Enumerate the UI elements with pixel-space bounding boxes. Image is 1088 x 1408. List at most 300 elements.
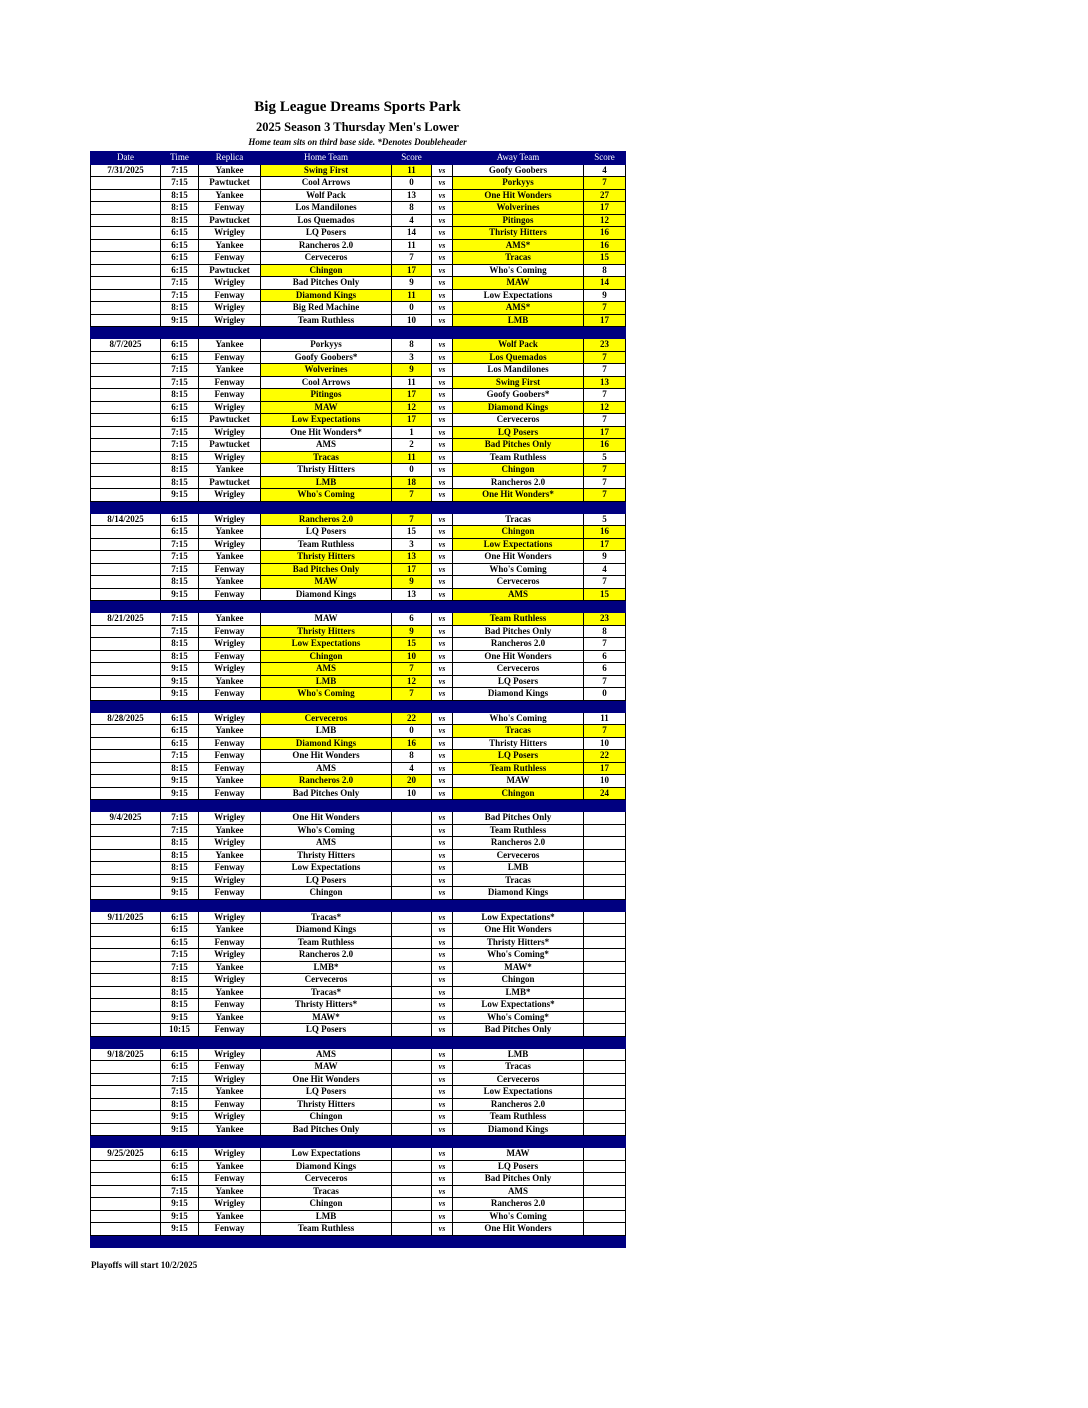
separator-cell — [199, 327, 261, 339]
home-score-cell — [392, 1098, 432, 1111]
replica-cell: Yankee — [199, 675, 261, 688]
date-cell: 8/28/2025 — [91, 712, 161, 725]
vs-cell: vs — [432, 824, 453, 837]
away-team-cell: Swing First — [453, 376, 584, 389]
time-cell: 8:15 — [161, 302, 199, 315]
home-team-cell: Cerveceros — [261, 1173, 392, 1186]
week-separator — [91, 501, 626, 513]
away-score-cell — [584, 1111, 626, 1124]
time-cell: 7:15 — [161, 538, 199, 551]
replica-cell: Wrigley — [199, 302, 261, 315]
away-team-cell: Bad Pitches Only — [453, 1024, 584, 1037]
separator-cell — [432, 800, 453, 812]
away-score-cell: 9 — [584, 551, 626, 564]
separator-cell — [584, 501, 626, 513]
date-cell — [91, 986, 161, 999]
time-cell: 8:15 — [161, 464, 199, 477]
time-cell: 8:15 — [161, 638, 199, 651]
home-score-cell: 16 — [392, 737, 432, 750]
separator-cell — [91, 1136, 161, 1148]
away-team-cell: Bad Pitches Only — [453, 1173, 584, 1186]
date-cell — [91, 588, 161, 601]
home-team-cell: Chingon — [261, 264, 392, 277]
home-team-cell: Team Ruthless — [261, 314, 392, 327]
time-cell: 6:15 — [161, 924, 199, 937]
replica-cell: Wrigley — [199, 1148, 261, 1161]
vs-cell: vs — [432, 426, 453, 439]
away-team-cell: Rancheros 2.0 — [453, 638, 584, 651]
time-cell: 7:15 — [161, 164, 199, 177]
replica-cell: Wrigley — [199, 451, 261, 464]
home-score-cell: 13 — [392, 189, 432, 202]
away-team-cell: MAW — [453, 277, 584, 290]
home-team-cell: One Hit Wonders* — [261, 426, 392, 439]
away-team-cell: Tracas — [453, 725, 584, 738]
home-score-cell — [392, 1024, 432, 1037]
table-row — [91, 1148, 626, 1161]
date-cell — [91, 1223, 161, 1236]
home-team-cell: Chingon — [261, 1111, 392, 1124]
time-cell: 8:15 — [161, 974, 199, 987]
away-team-cell: Bad Pitches Only — [453, 812, 584, 825]
date-cell — [91, 464, 161, 477]
date-cell — [91, 1086, 161, 1099]
separator-cell — [91, 1036, 161, 1048]
away-team-cell: Diamond Kings — [453, 887, 584, 900]
schedule-table — [90, 151, 626, 1248]
vs-cell: vs — [432, 551, 453, 564]
replica-cell: Wrigley — [199, 401, 261, 414]
table-row — [91, 725, 626, 738]
away-score-cell: 7 — [584, 302, 626, 315]
home-team-cell: Thristy Hitters — [261, 551, 392, 564]
page-title: Big League Dreams Sports Park — [254, 99, 461, 115]
away-score-cell — [584, 1198, 626, 1211]
time-cell: 10:15 — [161, 1024, 199, 1037]
home-team-cell: MAW — [261, 1061, 392, 1074]
away-team-cell: Los Mandilones — [453, 364, 584, 377]
vs-cell: vs — [432, 1123, 453, 1136]
time-cell: 8:15 — [161, 650, 199, 663]
home-score-cell: 11 — [392, 289, 432, 302]
separator-cell — [91, 327, 161, 339]
away-team-cell: Rancheros 2.0 — [453, 1098, 584, 1111]
home-team-cell: Diamond Kings — [261, 1160, 392, 1173]
table-row — [91, 476, 626, 489]
table-row — [91, 376, 626, 389]
date-cell — [91, 949, 161, 962]
replica-cell: Wrigley — [199, 1111, 261, 1124]
table-row — [91, 1123, 626, 1136]
home-score-cell — [392, 849, 432, 862]
away-team-cell: Low Expectations* — [453, 999, 584, 1012]
separator-cell — [453, 1036, 584, 1048]
table-row — [91, 1073, 626, 1086]
date-cell: 9/25/2025 — [91, 1148, 161, 1161]
home-score-cell: 7 — [392, 252, 432, 265]
table-row — [91, 986, 626, 999]
home-score-cell: 14 — [392, 227, 432, 240]
away-team-cell: Rancheros 2.0 — [453, 1198, 584, 1211]
away-score-cell — [584, 849, 626, 862]
separator-cell — [161, 800, 199, 812]
separator-cell — [161, 1036, 199, 1048]
home-team-cell: Cerveceros — [261, 712, 392, 725]
home-team-cell: Low Expectations — [261, 414, 392, 427]
time-cell: 6:15 — [161, 513, 199, 526]
away-team-cell: Diamond Kings — [453, 688, 584, 701]
date-cell — [91, 389, 161, 402]
col-header-replica: Replica — [199, 152, 261, 165]
home-team-cell: Diamond Kings — [261, 289, 392, 302]
home-score-cell — [392, 1111, 432, 1124]
table-row — [91, 936, 626, 949]
date-cell — [91, 1024, 161, 1037]
table-row — [91, 588, 626, 601]
date-cell — [91, 961, 161, 974]
away-score-cell — [584, 936, 626, 949]
home-team-cell: Chingon — [261, 650, 392, 663]
vs-cell: vs — [432, 787, 453, 800]
home-score-cell: 18 — [392, 476, 432, 489]
replica-cell: Yankee — [199, 526, 261, 539]
home-score-cell — [392, 1073, 432, 1086]
date-cell — [91, 1198, 161, 1211]
time-cell: 7:15 — [161, 812, 199, 825]
away-team-cell: LMB* — [453, 986, 584, 999]
home-team-cell: MAW — [261, 576, 392, 589]
vs-cell: vs — [432, 1061, 453, 1074]
home-score-cell: 12 — [392, 675, 432, 688]
table-row — [91, 787, 626, 800]
date-cell — [91, 1061, 161, 1074]
home-score-cell — [392, 1123, 432, 1136]
away-score-cell — [584, 1011, 626, 1024]
away-score-cell — [584, 1210, 626, 1223]
home-team-cell: One Hit Wonders — [261, 812, 392, 825]
date-cell — [91, 252, 161, 265]
away-score-cell — [584, 974, 626, 987]
away-score-cell: 11 — [584, 712, 626, 725]
home-score-cell: 11 — [392, 376, 432, 389]
away-score-cell — [584, 1223, 626, 1236]
date-cell — [91, 725, 161, 738]
away-team-cell: Who's Coming — [453, 264, 584, 277]
replica-cell: Yankee — [199, 364, 261, 377]
home-team-cell: Chingon — [261, 887, 392, 900]
away-score-cell: 16 — [584, 239, 626, 252]
time-cell: 7:15 — [161, 1185, 199, 1198]
home-team-cell: AMS — [261, 663, 392, 676]
table-row — [91, 974, 626, 987]
date-cell — [91, 177, 161, 190]
date-cell — [91, 214, 161, 227]
date-cell — [91, 426, 161, 439]
home-score-cell — [392, 837, 432, 850]
vs-cell: vs — [432, 538, 453, 551]
away-score-cell: 7 — [584, 638, 626, 651]
date-cell — [91, 787, 161, 800]
away-team-cell: Chingon — [453, 787, 584, 800]
vs-cell: vs — [432, 862, 453, 875]
away-team-cell: LQ Posers — [453, 675, 584, 688]
time-cell: 6:15 — [161, 1160, 199, 1173]
replica-cell: Yankee — [199, 1185, 261, 1198]
away-team-cell: Team Ruthless — [453, 762, 584, 775]
table-row — [91, 351, 626, 364]
home-team-cell: MAW — [261, 613, 392, 626]
separator-cell — [261, 601, 392, 613]
separator-cell — [199, 899, 261, 911]
away-team-cell: Porkyys — [453, 177, 584, 190]
home-team-cell: Thristy Hitters — [261, 1098, 392, 1111]
table-row — [91, 339, 626, 352]
home-score-cell: 8 — [392, 339, 432, 352]
vs-cell: vs — [432, 837, 453, 850]
separator-cell — [91, 700, 161, 712]
home-team-cell: Thristy Hitters — [261, 625, 392, 638]
away-team-cell: Cerveceros — [453, 414, 584, 427]
away-score-cell: 15 — [584, 588, 626, 601]
home-team-cell: Tracas — [261, 451, 392, 464]
away-team-cell: Who's Coming* — [453, 1011, 584, 1024]
away-team-cell: MAW* — [453, 961, 584, 974]
away-team-cell: LMB — [453, 862, 584, 875]
separator-cell — [199, 700, 261, 712]
vs-cell: vs — [432, 613, 453, 626]
home-score-cell — [392, 1086, 432, 1099]
home-score-cell: 17 — [392, 563, 432, 576]
time-cell: 7:15 — [161, 625, 199, 638]
separator-cell — [261, 501, 392, 513]
away-score-cell: 7 — [584, 675, 626, 688]
separator-cell — [91, 899, 161, 911]
time-cell: 8:15 — [161, 451, 199, 464]
separator-cell — [199, 1036, 261, 1048]
time-cell: 9:15 — [161, 489, 199, 502]
date-cell — [91, 663, 161, 676]
date-cell: 9/11/2025 — [91, 911, 161, 924]
time-cell: 8:15 — [161, 999, 199, 1012]
home-score-cell: 9 — [392, 277, 432, 290]
home-team-cell: Tracas* — [261, 986, 392, 999]
date-cell — [91, 837, 161, 850]
home-score-cell: 17 — [392, 389, 432, 402]
time-cell: 9:15 — [161, 874, 199, 887]
home-score-cell — [392, 986, 432, 999]
away-team-cell: One Hit Wonders — [453, 551, 584, 564]
away-team-cell: Tracas — [453, 252, 584, 265]
time-cell: 9:15 — [161, 775, 199, 788]
replica-cell: Fenway — [199, 563, 261, 576]
separator-cell — [432, 501, 453, 513]
replica-cell: Wrigley — [199, 277, 261, 290]
home-team-cell: Diamond Kings — [261, 924, 392, 937]
home-score-cell: 12 — [392, 401, 432, 414]
vs-cell: vs — [432, 625, 453, 638]
away-team-cell: Thristy Hitters — [453, 737, 584, 750]
replica-cell: Yankee — [199, 824, 261, 837]
away-score-cell — [584, 824, 626, 837]
away-team-cell: Team Ruthless — [453, 824, 584, 837]
away-score-cell — [584, 862, 626, 875]
table-row — [91, 1111, 626, 1124]
time-cell: 9:15 — [161, 675, 199, 688]
time-cell: 7:15 — [161, 1073, 199, 1086]
home-score-cell: 4 — [392, 214, 432, 227]
home-team-cell: LMB — [261, 476, 392, 489]
week-separator — [91, 700, 626, 712]
time-cell: 6:15 — [161, 1048, 199, 1061]
away-team-cell: One Hit Wonders — [453, 650, 584, 663]
home-score-cell: 10 — [392, 787, 432, 800]
vs-cell: vs — [432, 189, 453, 202]
replica-cell: Yankee — [199, 239, 261, 252]
table-row — [91, 750, 626, 763]
home-score-cell — [392, 1198, 432, 1211]
time-cell: 7:15 — [161, 426, 199, 439]
home-team-cell: Bad Pitches Only — [261, 787, 392, 800]
away-score-cell: 16 — [584, 227, 626, 240]
table-row — [91, 613, 626, 626]
replica-cell: Wrigley — [199, 227, 261, 240]
separator-cell — [91, 601, 161, 613]
separator-cell — [261, 1235, 392, 1247]
replica-cell: Pawtucket — [199, 177, 261, 190]
separator-cell — [584, 327, 626, 339]
home-score-cell: 9 — [392, 625, 432, 638]
replica-cell: Yankee — [199, 1123, 261, 1136]
home-team-cell: Bad Pitches Only — [261, 563, 392, 576]
vs-cell: vs — [432, 1148, 453, 1161]
away-score-cell — [584, 812, 626, 825]
replica-cell: Fenway — [199, 862, 261, 875]
week-separator — [91, 899, 626, 911]
away-team-cell: Who's Coming* — [453, 949, 584, 962]
away-team-cell: Goofy Goobers* — [453, 389, 584, 402]
separator-cell — [199, 501, 261, 513]
home-score-cell — [392, 961, 432, 974]
replica-cell: Yankee — [199, 849, 261, 862]
table-row — [91, 924, 626, 937]
away-score-cell: 7 — [584, 489, 626, 502]
table-row — [91, 551, 626, 564]
time-cell: 7:15 — [161, 364, 199, 377]
vs-cell: vs — [432, 414, 453, 427]
date-cell — [91, 1160, 161, 1173]
vs-cell: vs — [432, 339, 453, 352]
document-header — [90, 96, 625, 149]
away-score-cell: 16 — [584, 439, 626, 452]
home-team-cell: LMB* — [261, 961, 392, 974]
date-cell — [91, 526, 161, 539]
table-row — [91, 812, 626, 825]
table-row — [91, 737, 626, 750]
away-score-cell — [584, 999, 626, 1012]
away-team-cell: LQ Posers — [453, 1160, 584, 1173]
table-row — [91, 949, 626, 962]
vs-cell: vs — [432, 264, 453, 277]
date-cell — [91, 862, 161, 875]
home-team-cell: Low Expectations — [261, 1148, 392, 1161]
replica-cell: Pawtucket — [199, 476, 261, 489]
table-row — [91, 961, 626, 974]
away-team-cell: MAW — [453, 775, 584, 788]
replica-cell: Fenway — [199, 762, 261, 775]
separator-cell — [432, 327, 453, 339]
vs-cell: vs — [432, 911, 453, 924]
date-cell — [91, 414, 161, 427]
separator-cell — [432, 601, 453, 613]
replica-cell: Fenway — [199, 625, 261, 638]
away-team-cell: Rancheros 2.0 — [453, 837, 584, 850]
home-score-cell — [392, 924, 432, 937]
replica-cell: Yankee — [199, 464, 261, 477]
week-separator — [91, 1235, 626, 1247]
separator-cell — [453, 601, 584, 613]
separator-cell — [453, 327, 584, 339]
away-team-cell: Team Ruthless — [453, 1111, 584, 1124]
vs-cell: vs — [432, 1073, 453, 1086]
table-row — [91, 775, 626, 788]
away-score-cell: 0 — [584, 688, 626, 701]
home-team-cell: Team Ruthless — [261, 1223, 392, 1236]
home-team-cell: LQ Posers — [261, 1024, 392, 1037]
separator-cell — [261, 1136, 392, 1148]
time-cell: 9:15 — [161, 1210, 199, 1223]
away-score-cell: 13 — [584, 376, 626, 389]
separator-cell — [453, 501, 584, 513]
away-team-cell: LQ Posers — [453, 750, 584, 763]
vs-cell: vs — [432, 961, 453, 974]
time-cell: 6:15 — [161, 351, 199, 364]
date-cell — [91, 439, 161, 452]
vs-cell: vs — [432, 451, 453, 464]
home-score-cell: 2 — [392, 439, 432, 452]
vs-cell: vs — [432, 986, 453, 999]
vs-cell: vs — [432, 588, 453, 601]
date-cell — [91, 625, 161, 638]
home-team-cell: Rancheros 2.0 — [261, 775, 392, 788]
separator-cell — [392, 1136, 432, 1148]
replica-cell: Yankee — [199, 164, 261, 177]
replica-cell: Yankee — [199, 725, 261, 738]
table-row — [91, 563, 626, 576]
separator-cell — [584, 899, 626, 911]
vs-cell: vs — [432, 277, 453, 290]
date-cell — [91, 476, 161, 489]
home-score-cell: 0 — [392, 302, 432, 315]
replica-cell: Yankee — [199, 576, 261, 589]
away-team-cell: Chingon — [453, 464, 584, 477]
table-row — [91, 1048, 626, 1061]
replica-cell: Wrigley — [199, 712, 261, 725]
table-row — [91, 526, 626, 539]
separator-cell — [392, 1036, 432, 1048]
away-score-cell: 17 — [584, 762, 626, 775]
table-row — [91, 277, 626, 290]
time-cell: 9:15 — [161, 663, 199, 676]
date-cell — [91, 750, 161, 763]
away-team-cell: Cerveceros — [453, 849, 584, 862]
time-cell: 6:15 — [161, 737, 199, 750]
away-score-cell: 5 — [584, 513, 626, 526]
table-row — [91, 1061, 626, 1074]
away-team-cell: Cerveceros — [453, 576, 584, 589]
table-row — [91, 1160, 626, 1173]
home-team-cell: LQ Posers — [261, 526, 392, 539]
away-score-cell: 7 — [584, 414, 626, 427]
